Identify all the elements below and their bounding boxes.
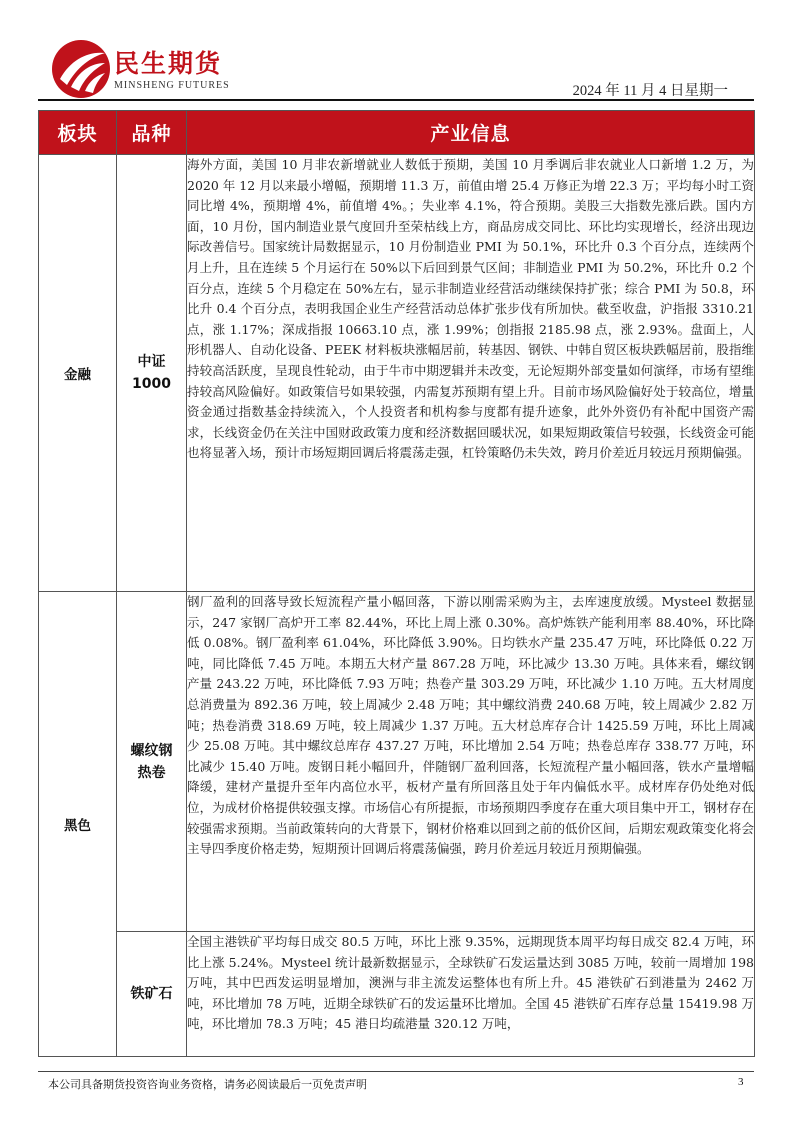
footer-disclaimer: 本公司具备期货投资咨询业务资格，请务必阅读最后一页免责声明 (48, 1078, 367, 1091)
col-header-variety: 品种 (117, 111, 187, 155)
variety-csi1000 (117, 155, 187, 592)
report-date: 2024 年 11 月 4 日星期一 (572, 83, 728, 99)
sector-finance: 金融 (39, 155, 117, 592)
info-iron-ore: 全国主港铁矿平均每日成交 80.5 万吨，环比上涨 9.35%，远期现货本周平均每日成交 82.4 万吨，环比上涨 5.24%。Mysteel 统计最新数据显示，全球铁矿石发运量达到 3085 万吨，较前一周增加 198 万吨，其中巴西发运明显增加，澳洲与非主流发运整体也有所上升。45 港铁矿石到港量为 2462 万吨，环比增加 78 万吨，近期全球铁矿石的发运量环比增加。全国 45 港铁矿石库存总量 15419.98 万吨，环比增加 78.3 万吨；45 港日均疏港量 320.12 万吨， (187, 934, 754, 1032)
brand-name-cn: 民生期货 (114, 49, 223, 78)
minsheng-logo-icon (51, 39, 111, 99)
variety-rebar-line2: 热卷 (137, 764, 166, 781)
variety-csi1000-line1: 中证 (137, 354, 166, 370)
sector-black: 黑色 (39, 592, 117, 1057)
page-header (0, 0, 794, 110)
info-rebar-hrc: 钢厂盈利的回落导致长短流程产量小幅回落，下游以刚需采购为主，去库速度放缓。Mysteel 数据显示，247 家钢厂高炉开工率 82.44%，环比上周上涨 0.30%。高炉炼铁产能利用率 88.40%，环比降低 0.08%。钢厂盈利率 61.04%，环比降低 3.90%。日均铁水产量 235.47 万吨，环比降低 0.22 万吨，同比降低 7.45 万吨。本期五大材产量 867.28 万吨，环比减少 13.30 万吨。具体来看，螺纹钢产量 243.22 万吨，环比降低 7.93 万吨；热卷产量 303.29 万吨，环比减少 1.10 万吨。五大材周度总消费量为 892.36 万吨，较上周减少 2.48 万吨；其中螺纹消费 240.68 万吨，较上周减少 2.82 万吨；热卷消费 318.69 万吨，较上周减少 1.37 万吨。五大材总库存合计 1425.59 万吨，环比上周减少 25.08 万吨。其中螺纹总库存 437.27 万吨，环比增加 2.54 万吨；热卷总库存 338.77 万吨，环比减少 15.40 万吨。废钢日耗小幅回升，伴随钢厂盈利回落，长短流程产量小幅回落，铁水产量增幅降缓，建材产量提升至年内高位水平，板材产量有所回落且处于年内偏低水平。成材库存仍处绝对低位，为成材价格提供较强支撑。市场信心有所提振，市场预期四季度存在重大项目集中开工，钢材存在较强需求预期。当前政策转向的大背景下，钢材价格难以回到之前的低价区间，后期宏观政策变化将会主导四季度价格走势，短期预计回调后将震荡偏强，跨月价差远月较近月预期偏强。 (187, 592, 755, 932)
col-header-sector: 板块 (39, 111, 117, 155)
table-header-row (39, 111, 755, 155)
table-row (39, 932, 755, 1057)
industry-info-table (38, 110, 755, 1057)
variety-iron-ore: 铁矿石 (117, 932, 187, 1057)
footer-divider (38, 1071, 754, 1072)
col-header-info: 产业信息 (187, 111, 755, 155)
brand-name-en: MINSHENG FUTURES (114, 80, 230, 91)
info-csi1000: 海外方面，美国 10 月非农新增就业人数低于预期，美国 10 月季调后非农就业人口新增 1.2 万，为 2020 年 12 月以来最小增幅，预期增 11.3 万，前值由增 25.4 万修正为增 22.3 万；平均每小时工资同比增 4%，预期增 4%，前值增 4%。；失业率 4.1%，符合预期。美股三大指数先涨后跌。国内方面，10 月份，国内制造业景气度回升至荣枯线上方，商品房成交同比、环比均实现增长，经济出现边际改善信号。国家统计局数据显示，10 月份制造业 PMI 为 50.1%，环比升 0.3 个百分点，连续两个月上升，且在连续 5 个月运行在 50%以下后回到景气区间；非制造业 PMI 为 50.2%，环比升 0.2 个百分点，连续 5 个月稳定在 50%左右，显示非制造业经营活动继续保持扩张；综合 PMI 为 50.8，环比升 0.4 个百分点，表明我国企业生产经营活动总体扩张步伐有所加快。截至收盘，沪指报 3310.21 点，涨 1.17%；深成指报 10663.10 点，涨 1.99%；创指报 2185.98 点，涨 2.93%。盘面上，人形机器人、自动化设备、PEEK 材料板块涨幅居前，转基因、钢铁、中韩自贸区板块跌幅居前，股指维持较高活跃度，呈现良性轮动，由于牛市中期逻辑并未改变，无论短期外部变量如何演绎，市场有望维持较高风险偏好。如政策信号如果较强，内需复苏预期有望上升。目前市场风险偏好处于较高位，增量资金通过指数基金持续流入，个人投资者和机构参与度都有提升迹象，此外外资仍有补配中国资产需求，长线资金仍在关注中国财政政策力度和经济数据回暖状况，如果短期政策信号较强，长线资金可能也将显著入场，预计市场短期回调后将震荡走强，杠铃策略仍未失效，跨月价差近月较远月预期偏强。 (187, 155, 755, 592)
variety-csi1000-line2: 1000 (132, 376, 171, 392)
table-row (39, 155, 755, 592)
variety-rebar-hrc (117, 592, 187, 932)
info-iron-ore-cell (187, 932, 755, 1057)
table-row (39, 592, 755, 932)
page-number: 3 (738, 1076, 744, 1088)
header-divider (38, 99, 754, 101)
variety-rebar-line1: 螺纹钢 (130, 742, 173, 759)
